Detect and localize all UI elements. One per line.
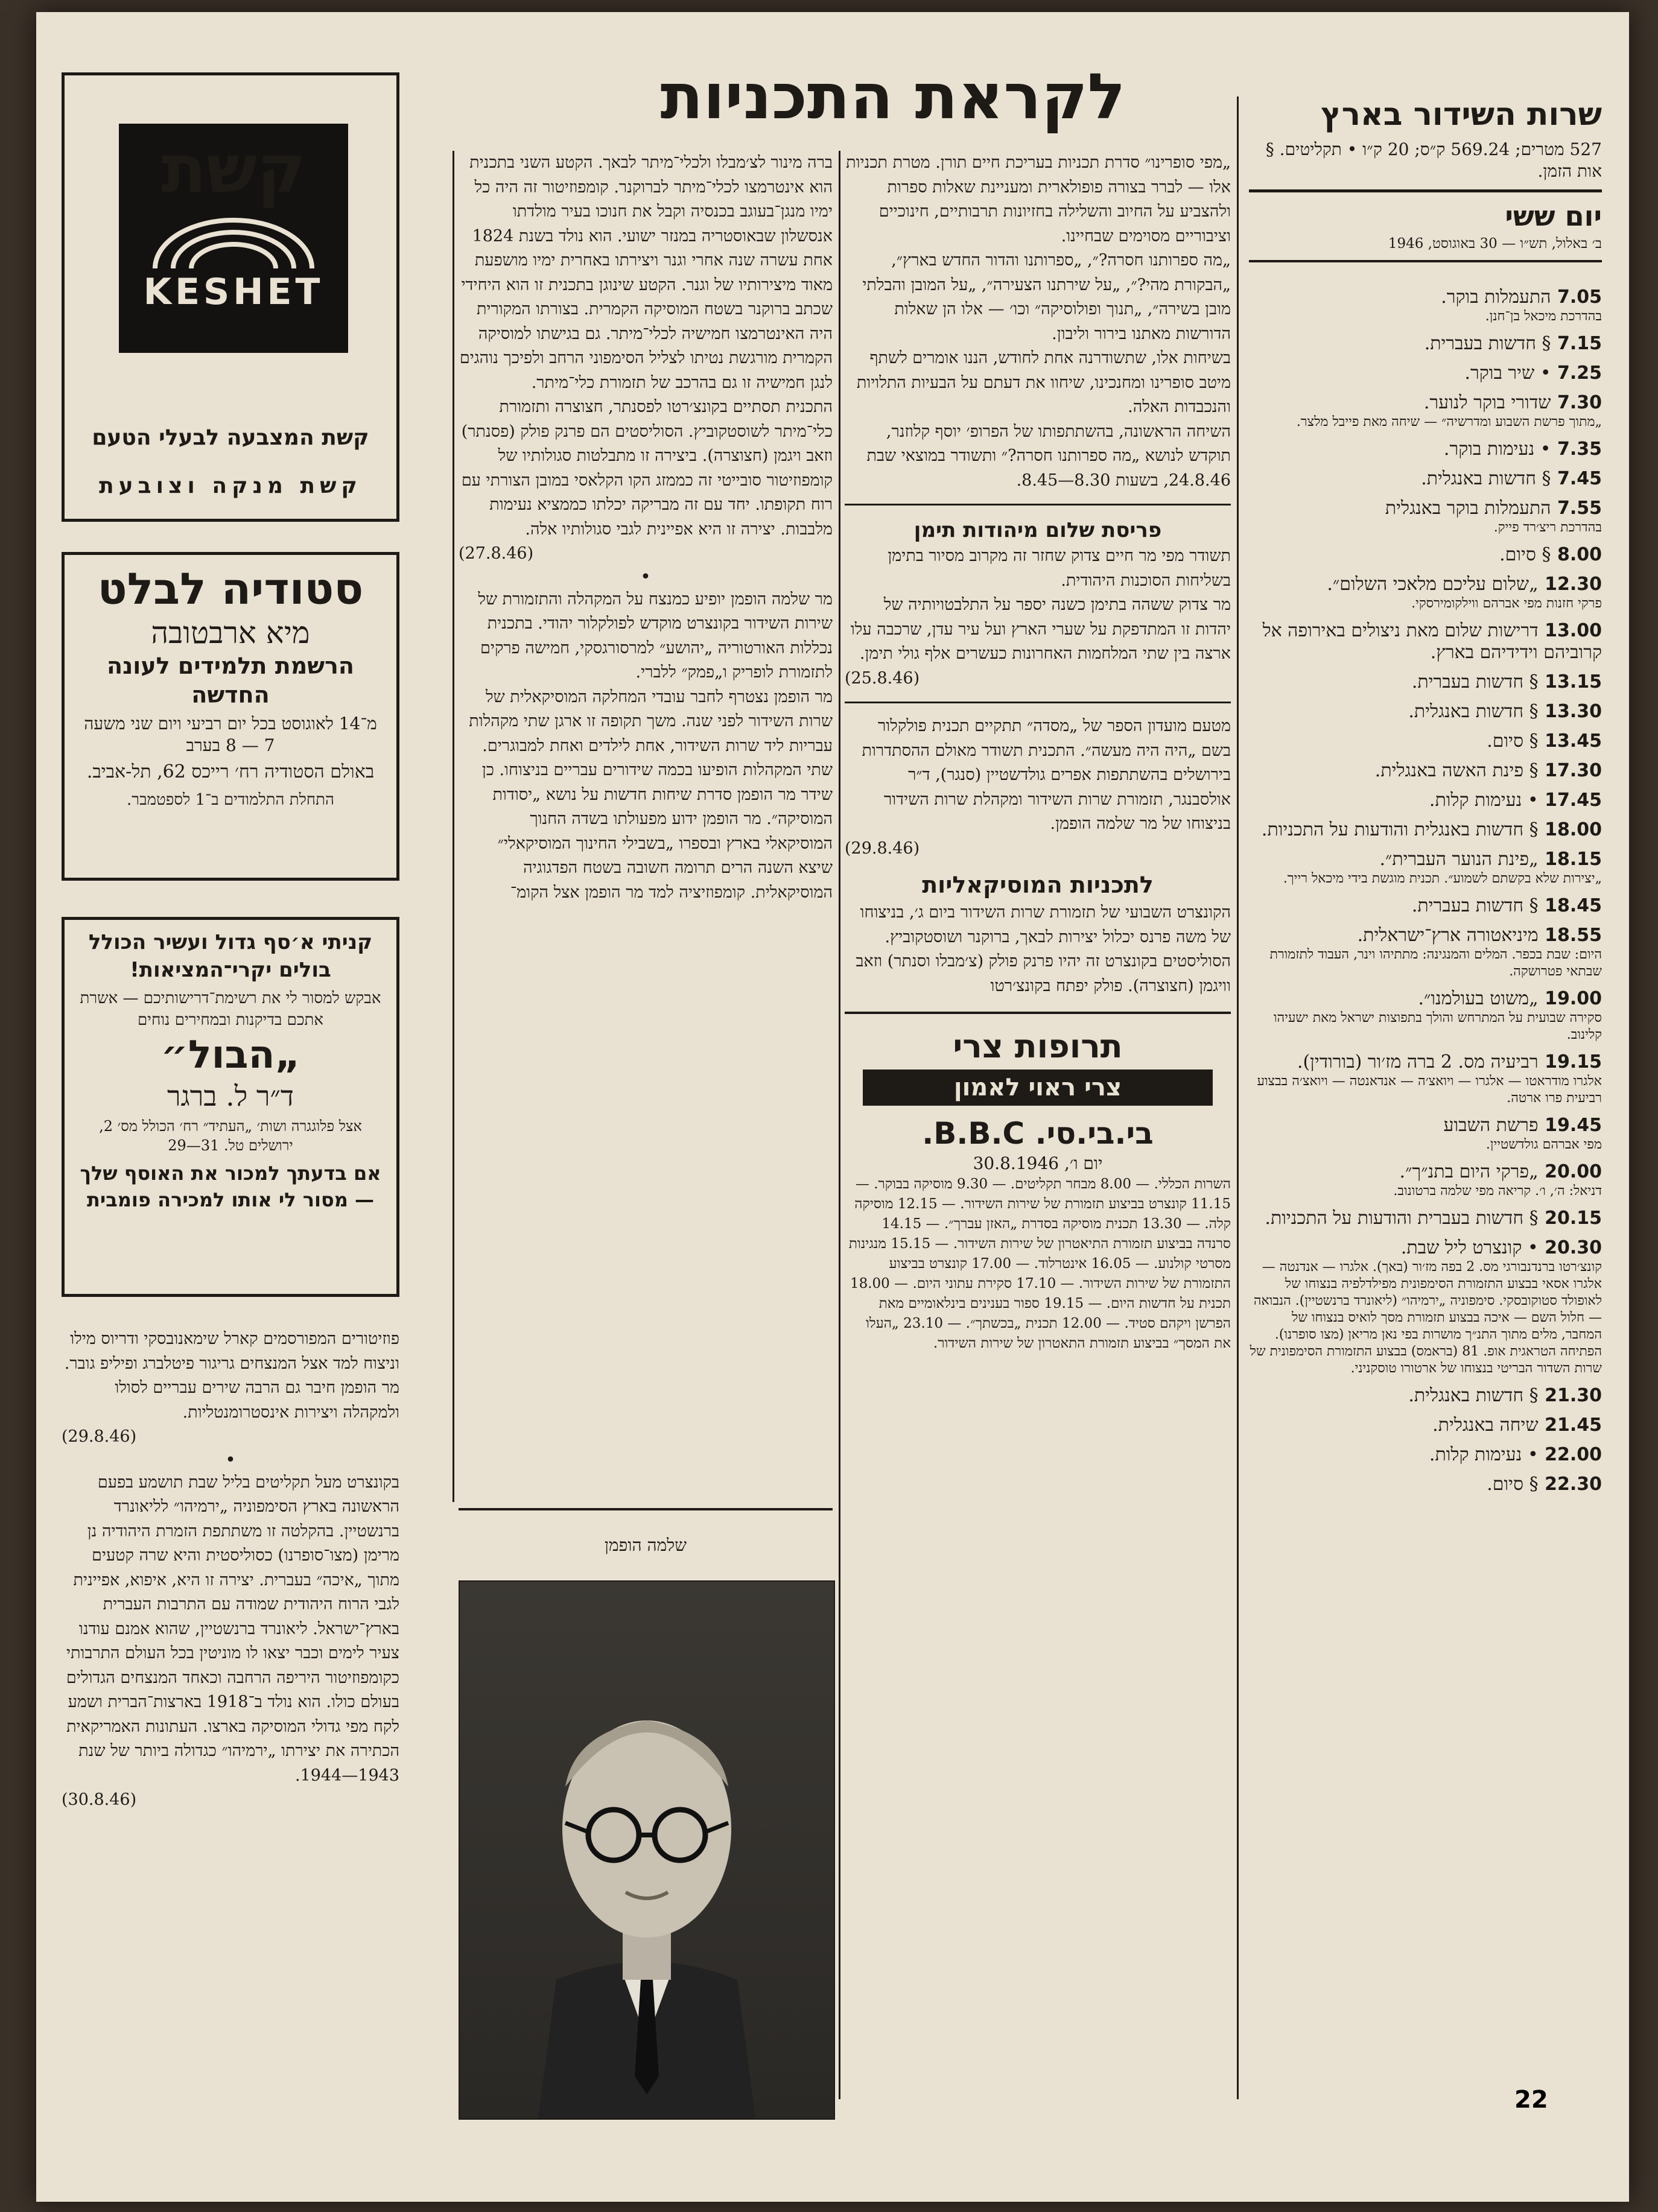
schedule-time: 7.55 [1551, 498, 1602, 519]
schedule-time: 7.15 [1551, 333, 1602, 354]
schedule-item [1249, 620, 1602, 664]
schedule-detail: דניאל: ה׳, ו׳. קריאה מפי שלמה ברטונוב. [1393, 1184, 1602, 1199]
schedule-item [1249, 760, 1602, 782]
column-rule [1237, 97, 1239, 2099]
schedule-title: „פינת הנוער העברית״. [1379, 849, 1539, 870]
schedule-time: 8.00 [1551, 544, 1602, 565]
frequency-info: 527 מטרים; 569.24 ק״ס; 20 ק״ו • תקליטים. § אות הזמן. [1265, 139, 1602, 181]
separator-dot: • [225, 1449, 236, 1471]
divider [1249, 260, 1602, 262]
schedule-time: 12.30 [1538, 574, 1602, 595]
schedule-title: § פינת האשה באנגלית. [1374, 760, 1539, 781]
schedule-time: 19.45 [1538, 1115, 1602, 1136]
schedule-time: 20.30 [1538, 1237, 1602, 1258]
stamp-ad-name: „הבול״ [160, 1033, 300, 1077]
studio-start: התחלת התלמודים ב־1 לספטמבר. [127, 791, 334, 809]
divider [1249, 189, 1602, 192]
divider [845, 702, 1231, 703]
paragraph: תשודר מפי מר חיים צדוק שחזר זה מקרוב מסיור בתימן בשליחות הסוכנות היהודית. [888, 547, 1231, 590]
article-date: (29.8.46) [845, 838, 920, 858]
schedule-detail: אלגרו מודראטו — אלגרו — ויואצ׳ה — אנדאנטה — ויואצ׳ה בבצוע רביעית פרו ארטה. [1257, 1074, 1602, 1106]
schedule-item [1249, 819, 1602, 841]
article-column-2 [845, 151, 1231, 2099]
schedule-title: § חדשות בעברית. [1411, 895, 1539, 916]
schedule-title: § חדשות באנגלית. [1421, 468, 1551, 489]
portrait-photo [459, 1580, 835, 2120]
paragraph: מטעם מועדון הספר של „מסדה״ תתקיים תכנית פולקלור בשם „היה היה מעשה״. התכנית תשודר מאולם ההסתדרות בירושלים בהשתתפות אפרים גולדשטיין (סנגר), ד״ר אולסבנגר, תזמורת שרות השידור ומקהלת שרות השידור בניצוחו של מר שלמה הופמן. [862, 717, 1231, 833]
schedule-time: 18.15 [1538, 849, 1602, 870]
schedule-time: 13.15 [1538, 671, 1602, 692]
schedule-item [1249, 1237, 1602, 1377]
tzori-advertisement [845, 1027, 1231, 1106]
schedule-item [1249, 392, 1602, 431]
schedule-item [1249, 1415, 1602, 1436]
schedule-title: „שלום עליכם מלאכי השלום״. [1327, 574, 1539, 595]
schedule-title: שדורי בוקר לנוער. [1423, 392, 1551, 413]
schedule-time: 21.45 [1538, 1415, 1602, 1436]
schedule-title: „פרקי היום בתנ״ך״. [1399, 1161, 1539, 1182]
studio-title: סטודיה לבלט [97, 563, 364, 614]
schedule-item [1249, 1444, 1602, 1466]
schedule-time: 21.30 [1538, 1385, 1602, 1406]
schedule-title: „משוט בעולמנו״. [1418, 988, 1539, 1009]
schedule-time: 20.15 [1538, 1208, 1602, 1229]
portrait-illustration [460, 1582, 834, 2119]
schedule-time: 22.30 [1538, 1474, 1602, 1495]
schedule-title: שרות השידור בארץ [1321, 97, 1602, 133]
article-date: (27.8.46) [459, 544, 534, 563]
keshet-logo-hebrew: קשת [161, 130, 306, 208]
schedule-title: התעמלות בוקר. [1441, 287, 1551, 308]
schedule-title: § חדשות באנגלית. [1408, 701, 1539, 722]
schedule-detail: בהדרכת מיכאל בן־חנן. [1485, 309, 1602, 324]
schedule-time: 7.35 [1551, 439, 1602, 460]
schedule-title: § חדשות בעברית. [1424, 333, 1551, 354]
schedule-item [1249, 730, 1602, 752]
schedule-item [1249, 439, 1602, 460]
schedule-title: § סיום. [1487, 1474, 1539, 1495]
keshet-logo-english: KESHET [143, 271, 324, 313]
schedule-item [1249, 1051, 1602, 1107]
schedule-item [1249, 287, 1602, 325]
schedule-item [1249, 498, 1602, 536]
schedule-title: § חדשות בעברית. [1411, 671, 1539, 692]
schedule-item [1249, 1161, 1602, 1200]
schedule-detail: פרקי חזנות מפי אברהם ווילקומירסקי. [1411, 596, 1602, 611]
paragraph: התכנית תסתיים בקונצ׳רטו לפסנתר, חצוצרה ותזמורת כלי־מיתר לשוסטקוביץ. הסוליסטים הם פרנק פולק (פסנתר) וזאב ויגמן (חצוצרה). ביצירה זו מתבלטות סגולותיו של קומפוזיטור סובייטי זה כממזג הקו הקלאסי במובן הצורתי עם רוח תקופתו. יחד עם זה מבריקה יכלתו כממציא נעימות מלבבות. יצירה זו היא אפיינית לגבי סגולותיו אלה. [461, 398, 833, 539]
article-column-4 [62, 1327, 399, 2129]
studio-dates: מ־14 לאוגוסט בכל יום רביעי ויום שני משעה 7 — 8 בערב [84, 714, 377, 755]
stamp-ad-text: אבקש למסור לי את רשימת־דרישותיכם — אשרת אתכם בדיקנות ובמחירים נוחים [80, 989, 381, 1029]
schedule-title: שיחה באנגלית. [1432, 1415, 1539, 1436]
schedule-title: • שיר בוקר. [1464, 363, 1551, 384]
schedule-title: • נעימות בוקר. [1443, 439, 1551, 460]
schedule-item [1249, 988, 1602, 1044]
schedule-title: • נעימות קלות. [1429, 1444, 1539, 1465]
schedule-time: 7.30 [1551, 392, 1602, 413]
stamp-ad-footer: אם בדעתך למכור את האוסף שלך — מסור לי אותו למכירה פומבית [80, 1162, 381, 1211]
paragraph: „מפי סופרינו״ סדרת תכניות בעריכת חיים תורן. מטרת תכניות אלו — לברר בצורה פופולארית ומעניינת שאלות ספרות ולהצביע על החיוב והשלילה בחזיונות תרבותיים, חינוכיים וציבוריים מסוימים שבחיינו. [846, 153, 1231, 246]
schedule-title: § חדשות בעברית והודעות על התכניות. [1265, 1208, 1539, 1229]
page-number: 22 [1514, 2086, 1548, 2114]
schedule-time: 17.45 [1538, 790, 1602, 811]
schedule-time: 17.30 [1538, 760, 1602, 781]
schedule-time: 7.45 [1551, 468, 1602, 489]
divider [459, 1508, 833, 1510]
schedule-title: פרשת השבוע [1443, 1115, 1539, 1136]
paragraph: מר צדוק ששהה בתימן כשנה יספר על התלבטויותיה של יהדות זו המתדפקת על שערי הארץ ועל עיר עדן, שרכבה עלו ארצה בין שתי המלחמות האחרונות כעשרים אלף גולי תימן. [850, 595, 1231, 663]
schedule-title: התעמלות בוקר באנגלית [1385, 498, 1551, 519]
schedule-time: 22.00 [1538, 1444, 1602, 1465]
tzori-logo: תרופות צרי [953, 1027, 1123, 1065]
schedule-item [1249, 1208, 1602, 1229]
paragraph: „מה ספרותנו חסרה?״, „ספרותנו והדור החדש בארץ״, „הבקורת מהי?״, „על שירתנו הצעירה״, „על המובן והבלתי מובן בשירה״, „תנוך ופולוסיקה״ וכו׳ — אלו הן שאלות הדורשות מאתנו בירור וליבון. [862, 251, 1231, 343]
stamp-buyer-advertisement [62, 917, 399, 1297]
bbc-heading: בי.בי.סי. B.B.C. [922, 1116, 1154, 1151]
separator-dot: • [640, 566, 651, 588]
keshet-slogan-2: קשת מנקה וצובעת [99, 474, 362, 498]
divider [845, 1012, 1231, 1014]
paragraph: השיחה הראשונה, בהשתתפותו של הפרופ׳ יוסף קלוזנר, תוקדש לנושא „מה ספרותנו חסרה?״ ותשודר במוצאי שבת 24.8.46, בשעות 8.30—8.45. [866, 422, 1231, 490]
bbc-schedule: השרות הכללי. — 8.00 מבחר תקליטים. — 9.30 מוסיקה בבוקר. — 11.15 קונצרט בביצוע תזמורת של שירות השידור. — 12.15 מוסיקה קלה. — 13.30 תכנית מוסיקה בסדרת „האזן עברך״. — 14.15 סרנדה בביצוע תזמורת התיאטרון של שירות השידור. — 15.15 מנגינות מסרטי קולנוע. — 16.05 אינטרלוד. — 17.00 קונצרט בביצוע התזמורת של שירות השידור. — 17.10 סקירת עתוני היום. — 18.00 תכנית על חדשות היום. — 19.15 ספור בענינים בינלאומיים מאת הפרשן ויקהם סטיד. — 12.00 תכנית „בכשתך״. — 23.10 „העלו את המסך״ בביצוע תזמורת התאטרון של שירות השידור. [848, 1176, 1231, 1351]
schedule-time: 19.00 [1538, 988, 1602, 1009]
schedule-title: § חדשות באנגלית והודעות על התכניות. [1261, 819, 1539, 840]
schedule-item [1249, 333, 1602, 355]
paragraph: מר הופמן חיבר גם הרבה שירים עבריים לסולו ולמקהלה ויצירות אינסטרומנטליות. [115, 1378, 399, 1422]
bbc-date: יום ו׳, 30.8.1946 [973, 1153, 1103, 1173]
schedule-column [1249, 97, 1602, 2081]
section-heading: לתכניות המוסיקאליות [922, 872, 1154, 898]
schedule-time: 18.55 [1538, 925, 1602, 946]
date-line: ב׳ באלול, תש״ו — 30 באוגוסט, 1946 [1388, 236, 1602, 252]
schedule-item [1249, 849, 1602, 887]
paragraph: ברה מינור לצ׳מבלו ולכלי־מיתר לבאך. הקטע השני בתכנית הוא אינטרמצו לכלי־מיתר לברוקנר. קומפוזיטור זה היה כל ימיו מנגן־בעוגב בכנסיה וקבל את חנוכו בעיר מולדתו אנסשלון שבאוסטריה במנזר ישועי. הוא נולד בשנת 1824 אחת עשרה שנה אחרי וגנר ויצירתו באחרית ימיו מושפעת מאוד מיצירותיו של וגנר. הקטע שינוגן בתכנית זו הוא היחידי שכתב ברוקנר בשטח המוסיקה הקמרית. בצורתו המקורית היה האינטרמצו חמישיה לכלי־מיתר. גם בגישתו למוסיקה הקמרית מורגשת נטיתו לצליל הסימפוני הרחב ולפיכך נוהגים לנגן חמישיה זו גם בהרכב של תזמורת כלי־מיתר. [459, 153, 833, 392]
stamp-ad-address: אצל פלוגגרה ושות׳ „העתיד״ רח׳ הכולל מס׳ 2, ירושלים טל. 31—29 [99, 1118, 362, 1154]
schedule-title: § סיום. [1487, 730, 1539, 752]
schedule-time: 20.00 [1538, 1161, 1602, 1182]
studio-address: באולם הסטודיה רח׳ רייכס 62, תל-אביב. [86, 761, 375, 782]
stamp-ad-title: קניתי א׳סף גדול ועשיר הכולל בולים יקרי־המציאות! [88, 930, 373, 982]
schedule-time: 18.00 [1538, 819, 1602, 840]
schedule-item [1249, 544, 1602, 566]
column-rule [453, 151, 454, 1502]
paragraph: פוזיטורים המפורסמים קארל שימאנובסקי ודריוס מילו וניצוח למד אצל המנצחים גריגור פיטלברג ופיליפ גובר. [64, 1329, 399, 1373]
article-date: (29.8.46) [62, 1427, 137, 1446]
article-column-3 [459, 151, 833, 1478]
schedule-item [1249, 1474, 1602, 1495]
schedule-time: 7.05 [1551, 287, 1602, 308]
schedule-title: מיניאטורה ארץ־ישראלית. [1357, 925, 1539, 946]
keshet-slogan: קשת המצבעה לבעלי הטעם [92, 425, 369, 450]
paragraph: מר הופמן נצטרף לחבר עובדי המחלקה המוסיקאלית של שרות השידור לפני שנה. משך תקופה זו ארגן שתי מקהלות עבריות ליד שרות השידור, אחת לילדים ואחת למבוגרים. שתי המקהלות הופיעו בכמה שידורים עבריים בניצוחו. כן שידר מר הופמן סדרת שיחות חדשות על נושא „יסודות המוסיקה״. מר הופמן ידוע מפעולתו בשדה החנוך המוסיקאלי בארץ ובספרו „בשבילי החינוך המוסיקאלי״ שיצא השנה הרים תרומה חשובה בשטח הפדגוגיה המוסיקאלית. קומפוזיציה למד מר הופמן אצל הקומ־ [469, 687, 833, 902]
schedule-time: 19.15 [1538, 1051, 1602, 1073]
day-heading: יום ששי [1505, 200, 1602, 232]
studio-teacher: מיא ארבטובה [151, 615, 310, 650]
section-heading: פריסת שלום מיהודות תימן [913, 518, 1162, 542]
schedule-item [1249, 468, 1602, 490]
tzori-slogan: צרי ראוי לאמון [863, 1070, 1213, 1106]
schedule-title: רביעיה מס. 2 ברה מז׳ור (בורודין). [1297, 1051, 1539, 1073]
schedule-time: 13.45 [1538, 730, 1602, 752]
paragraph: מר שלמה הופמן יופיע כמנצח על המקהלה והתזמורת של שירות השידור בקונצרט מוקדש לפולקלור יהודי. בתכנית נכללות האורטוריה „יהושע״ למרסורגסקי, חמישה פרקים לתזמורת לופריק ו„פמק״ ללברי. [478, 589, 833, 682]
schedule-item [1249, 574, 1602, 612]
schedule-detail: בהדרכת ריצ׳רד פייק. [1493, 520, 1602, 535]
keshet-logo [119, 124, 348, 353]
article-date: (25.8.46) [845, 668, 920, 688]
schedule-time: 13.30 [1538, 701, 1602, 722]
paragraph: בקונצרט מעל תקליטים בליל שבת תושמע בפעם הראשונה בארץ הסימפוניה „ירמיהו״ לליאונרד ברנשטיין. בהקלטה זו משתתפת הזמרת היהודיה נן מרימן (מצו־סופרנו) כסוליסטית והיא שרה קטעים מתוך „איכה״ בעברית. יצירה זו היא, איפוא, אפיינית לגבי הרוח היהודית שמודה עם התרבות העברית בארץ־ישראל. ליאונרד ברנשטיין, שהוא אמנם עודנו צעיר לימים וכבר יצאו לו מוניטין בכל העולם התרבותי כקומפוזיטור היריפה הרחבה וכאחד המנצחים הגדולים בעולם כולו. הוא נולד ב־1918 בארצות־הברית ושמע לקח מפי גדולי המוסיקה בארצו. העתונות האמריקאית הכתירה את יצירתו „ירמיהו״ כגדולה ביותר של שנת 1943—1944. [66, 1472, 399, 1785]
schedule-detail: סקירה שבועית על המתרחש והולך בתפוצות ישראל מאת ישעיהו קלינוב. [1273, 1010, 1602, 1042]
schedule-item [1249, 925, 1602, 980]
column-rule [839, 151, 840, 2099]
schedule-list [1249, 287, 1602, 1495]
schedule-item [1249, 895, 1602, 917]
ballet-studio-advertisement [62, 552, 399, 881]
rainbow-icon [143, 214, 324, 268]
schedule-detail: „מתוך פרשת השבוע ומדרשיה״ — שיחה מאת פייבל מלצר. [1296, 414, 1602, 429]
schedule-item [1249, 1385, 1602, 1407]
page-headline: לקראת התכניות [660, 60, 1126, 133]
schedule-item [1249, 701, 1602, 723]
paragraph: בשיחות אלו, שתשודרנה אחת לחודש, הננו אומרים לשתף מיטב סופרינו ומחנכינו, שיחוו את דעתם על הבעיות התלויות והנכבדות האלה. [856, 349, 1231, 416]
schedule-detail: מפי אברהם גולדשטיין. [1485, 1137, 1602, 1152]
schedule-title: • קונצרט ליל שבת. [1400, 1237, 1539, 1258]
divider [845, 504, 1231, 505]
schedule-item [1249, 363, 1602, 384]
magazine-page [36, 12, 1629, 2202]
schedule-item [1249, 1115, 1602, 1153]
article-date: (30.8.46) [62, 1790, 137, 1809]
schedule-detail: קונצ׳רטו ברנדנבורגי מס. 2 בפה מז׳ור (באך). אלגרו — אנדנטה — אלגרו אסאי בבצוע התזמורת הסימפונית מפילדלפיה בנצוחו של לאופולד סטוקובסקי. סימפוניה „ירמיהו״ (ליאונרד ברנשטיין). הנבואה — חלול השם — איכה בבצוע תזמורת מסך לואיס בנצוחו של המחבר, מלים מתוך התנ״ך מושרות בפי נאן מריאן (מצו סופרנו). הפתיחה הטראגית אופ. 81 (בראמס) בבצוע התזמורת הסימפונית של שרות השדור הבריטי בנצוחו של ארטורו טוסקניני. [1250, 1260, 1602, 1376]
schedule-title: • נעימות קלות. [1429, 790, 1539, 811]
photo-caption: שלמה הופמן [604, 1535, 687, 1555]
schedule-time: 18.45 [1538, 895, 1602, 916]
studio-registration: הרשמת תלמידים לעונה החדשה [106, 653, 354, 708]
keshet-advertisement [62, 72, 399, 522]
schedule-detail: היום: שבת בכפר. המלים והמנגינה: מתתיהו וינר, העבוד לתזמורת שבתאי פטרושקה. [1269, 947, 1602, 979]
schedule-time: 7.25 [1551, 363, 1602, 384]
schedule-item [1249, 671, 1602, 693]
stamp-ad-person: ד״ר ל. ברגר [167, 1080, 294, 1112]
schedule-title: § סיום. [1499, 544, 1551, 565]
schedule-detail: „יצירות שלא בקשתם לשמוע״. תכנית מוגשת בידי מיכאל רייך. [1283, 871, 1602, 886]
schedule-time: 13.00 [1538, 620, 1602, 641]
paragraph: הקונצרט השבועי של תזמורת שרות השידור ביום ג׳, בניצוחו של משה פרנס יכלול יצירות לבאך, ברוקנר ושוסטקוביץ. הסוליסטים בקונצרט זה יהיו פרנק פולק (צ׳מבלו וסנתר) וזאב וויגמן (חצוצרה). פולק יפתח בקונצ׳רטו [856, 903, 1231, 995]
schedule-title: § חדשות באנגלית. [1408, 1385, 1539, 1406]
schedule-title: דרישות שלום מאת ניצולים באירופה אל קרוביהם וידידיהם בארץ. [1262, 620, 1602, 663]
schedule-item [1249, 790, 1602, 811]
